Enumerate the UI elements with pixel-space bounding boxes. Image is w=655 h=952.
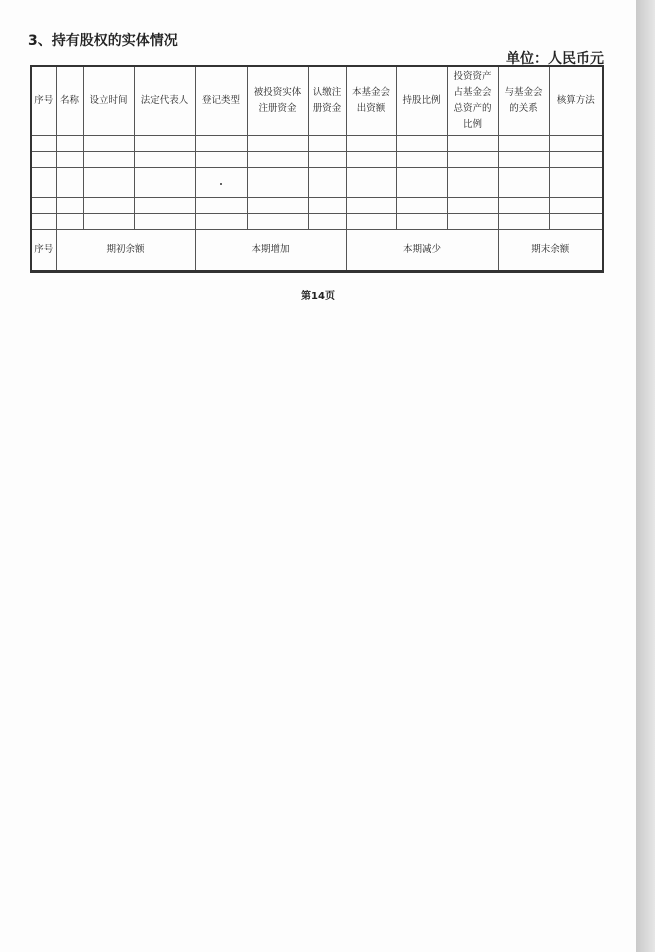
column-header: 法定代表人 — [134, 66, 195, 136]
page-edge-shadow — [636, 0, 655, 952]
table-row — [31, 136, 603, 152]
column-header: 本期减少 — [346, 230, 498, 272]
table-row — [31, 152, 603, 168]
equity-entities-table — [30, 65, 604, 273]
ink-dot — [220, 183, 222, 185]
column-header: 设立时间 — [83, 66, 134, 136]
table-row — [31, 198, 603, 214]
table-row — [31, 168, 603, 198]
balance-header-row — [31, 230, 603, 272]
column-header: 序号 — [31, 66, 56, 136]
column-header: 本期增加 — [195, 230, 346, 272]
column-header: 持股比例 — [396, 66, 447, 136]
column-header: 认缴注册资金 — [308, 66, 346, 136]
column-header: 与基金会的关系 — [498, 66, 549, 136]
table-header-row — [31, 66, 603, 136]
column-header: 被投资实体注册资金 — [247, 66, 308, 136]
column-header: 登记类型 — [195, 66, 247, 136]
unit-label: 单位：人民币元 — [506, 51, 604, 67]
column-header: 投资资产占基金会总资产的比例 — [447, 66, 498, 136]
section-title: 3、持有股权的实体情况 — [28, 33, 178, 49]
column-header: 期末余额 — [498, 230, 603, 272]
column-header: 期初余额 — [56, 230, 195, 272]
column-header: 本基金会出资额 — [346, 66, 396, 136]
column-header: 核算方法 — [549, 66, 603, 136]
column-header: 名称 — [56, 66, 83, 136]
column-header: 序号 — [31, 230, 56, 272]
table-row — [31, 214, 603, 230]
page-number: 第14页 — [301, 291, 335, 302]
